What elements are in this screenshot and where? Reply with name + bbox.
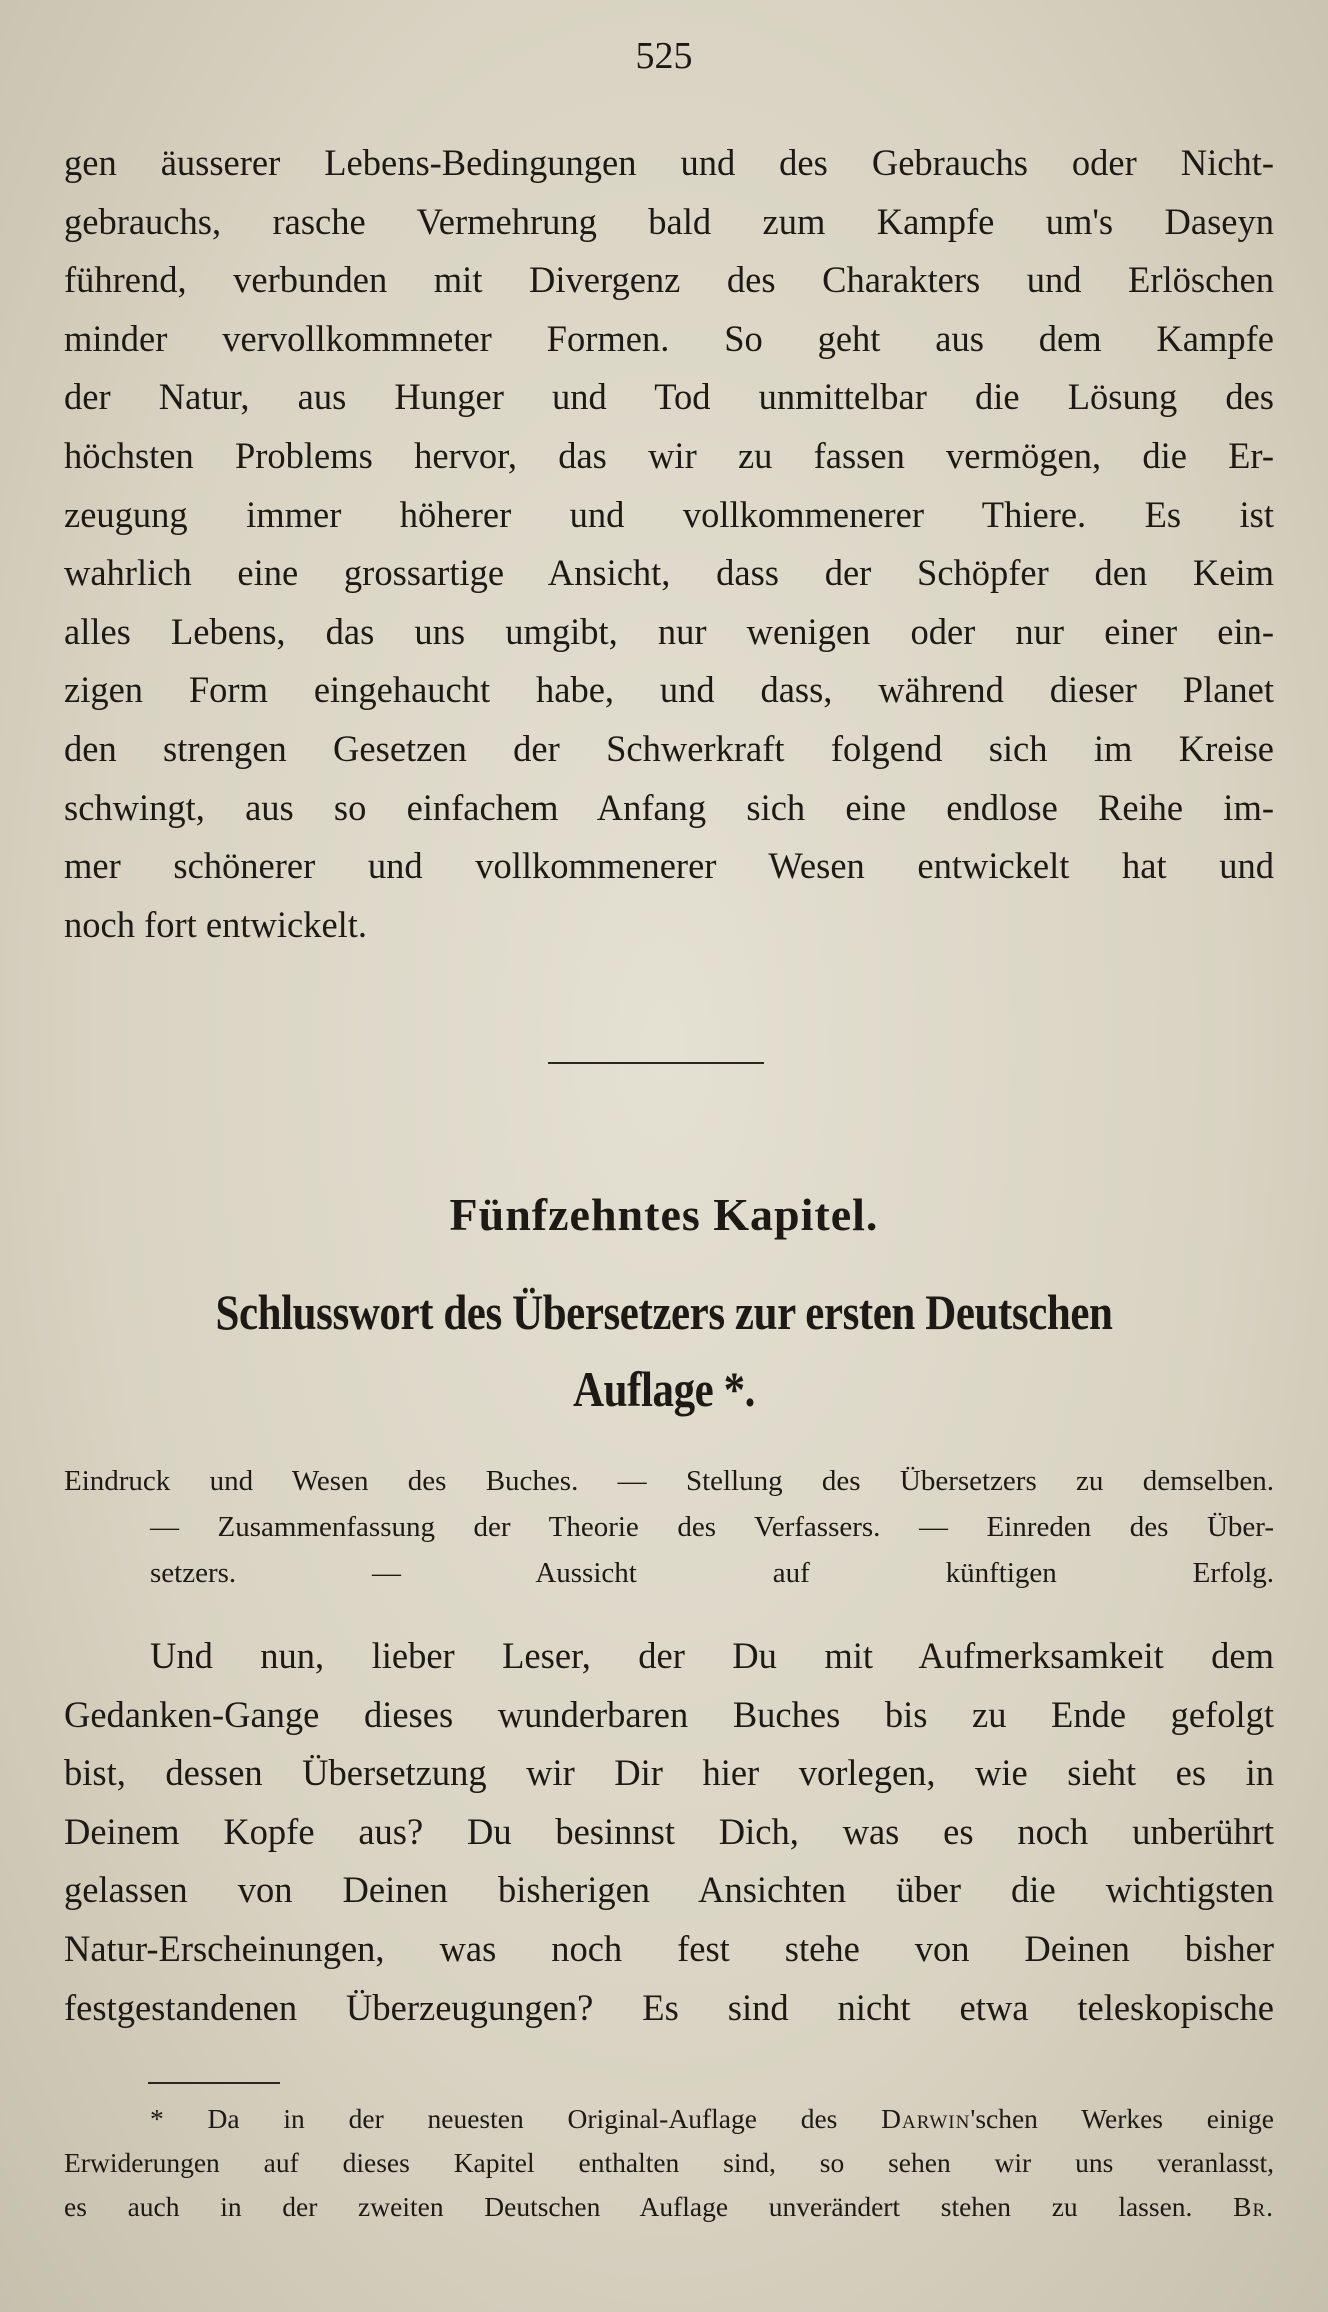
footnote-text: 'schen Werkes einige (970, 2103, 1274, 2134)
text-line: gebrauchs, rasche Vermehrung bald zum Kampfe um's Daseyn (64, 200, 1274, 242)
footnote-text: * Da in der neuesten Original-Auflage des (150, 2103, 882, 2134)
text-line: Gedanken-Gange dieses wunderbaren Buches bis zu Ende gefolgt (64, 1693, 1274, 1735)
text-line: Natur-Erscheinungen, was noch fest stehe von Deinen bisher (64, 1927, 1274, 1969)
footnote-line: Erwiderungen auf dieses Kapitel enthalten sind, so sehen wir uns veranlasst, (64, 2147, 1274, 2178)
text-line: alles Lebens, das uns umgibt, nur wenigen oder nur einer ein- (64, 610, 1274, 652)
section-divider (548, 1062, 764, 1064)
text-line: den strengen Gesetzen der Schwerkraft folgend sich im Kreise (64, 727, 1274, 769)
footnote-divider (148, 2082, 280, 2084)
text-line: zeugung immer höherer und vollkommenerer Thiere. Es ist (64, 493, 1274, 535)
text-line: noch fort entwickelt. (64, 903, 368, 945)
footnote-line (64, 2185, 1274, 2229)
text-line: minder vervollkommneter Formen. So geht aus dem Kampfe (64, 317, 1274, 359)
continuation-paragraph (64, 134, 1274, 954)
text-line: gen äusserer Lebens-Bedingungen und des Gebrauchs oder Nicht- (64, 142, 1274, 183)
translator-signature: Br. (1233, 2191, 1274, 2222)
summary-line: — Zusammenfassung der Theorie des Verfassers. — Einreden des Über- (150, 1511, 1274, 1543)
summary-line: Eindruck und Wesen des Buches. — Stellung des Übersetzers zu demselben. (64, 1465, 1274, 1497)
text-line: der Natur, aus Hunger und Tod unmittelbar die Lösung des (64, 376, 1274, 418)
text-line: festgestandenen Überzeugungen? Es sind nicht etwa teleskopische (64, 1986, 1274, 2028)
footnote (64, 2097, 1274, 2229)
text-line: gelassen von Deinen bisherigen Ansichten über die wichtigsten (64, 1869, 1274, 1911)
footnote-line (64, 2097, 1274, 2141)
text-line: zigen Form eingehaucht habe, und dass, während dieser Planet (64, 669, 1274, 711)
chapter-summary (64, 1458, 1274, 1596)
text-line: Deinem Kopfe aus? Du besinnst Dich, was es noch unberührt (64, 1810, 1274, 1852)
text-line: mer schönerer und vollkommenerer Wesen entwickelt hat und (64, 845, 1274, 887)
chapter-title-line-2: Auflage *. (572, 1361, 756, 1417)
text-line: schwingt, aus so einfachem Anfang sich eine endlose Reihe im- (64, 786, 1274, 828)
text-line: führend, verbunden mit Divergenz des Charakters und Erlöschen (64, 259, 1274, 301)
author-name: Darwin (881, 2103, 971, 2134)
text-line: bist, dessen Übersetzung wir Dir hier vorlegen, wie sieht es in (64, 1752, 1274, 1794)
chapter-title-line-1: Schlusswort des Übersetzers zur ersten Deutschen (215, 1284, 1113, 1340)
summary-line: setzers. — Aussicht auf künftigen Erfolg. (150, 1557, 1274, 1589)
text-line: wahrlich eine grossartige Ansicht, dass der Schöpfer den Keim (64, 552, 1274, 594)
chapter-number: Fünfzehntes Kapitel. (449, 1189, 879, 1240)
text-line: Und nun, lieber Leser, der Du mit Aufmerksamkeit dem (150, 1635, 1274, 1676)
footnote-text: es auch in der zweiten Deutschen Auflage unverändert stehen zu lassen. (64, 2191, 1193, 2222)
body-paragraph (64, 1627, 1274, 2037)
text-line: höchsten Problems hervor, das wir zu fassen vermögen, die Er- (64, 434, 1274, 476)
page-number: 525 (635, 35, 693, 77)
